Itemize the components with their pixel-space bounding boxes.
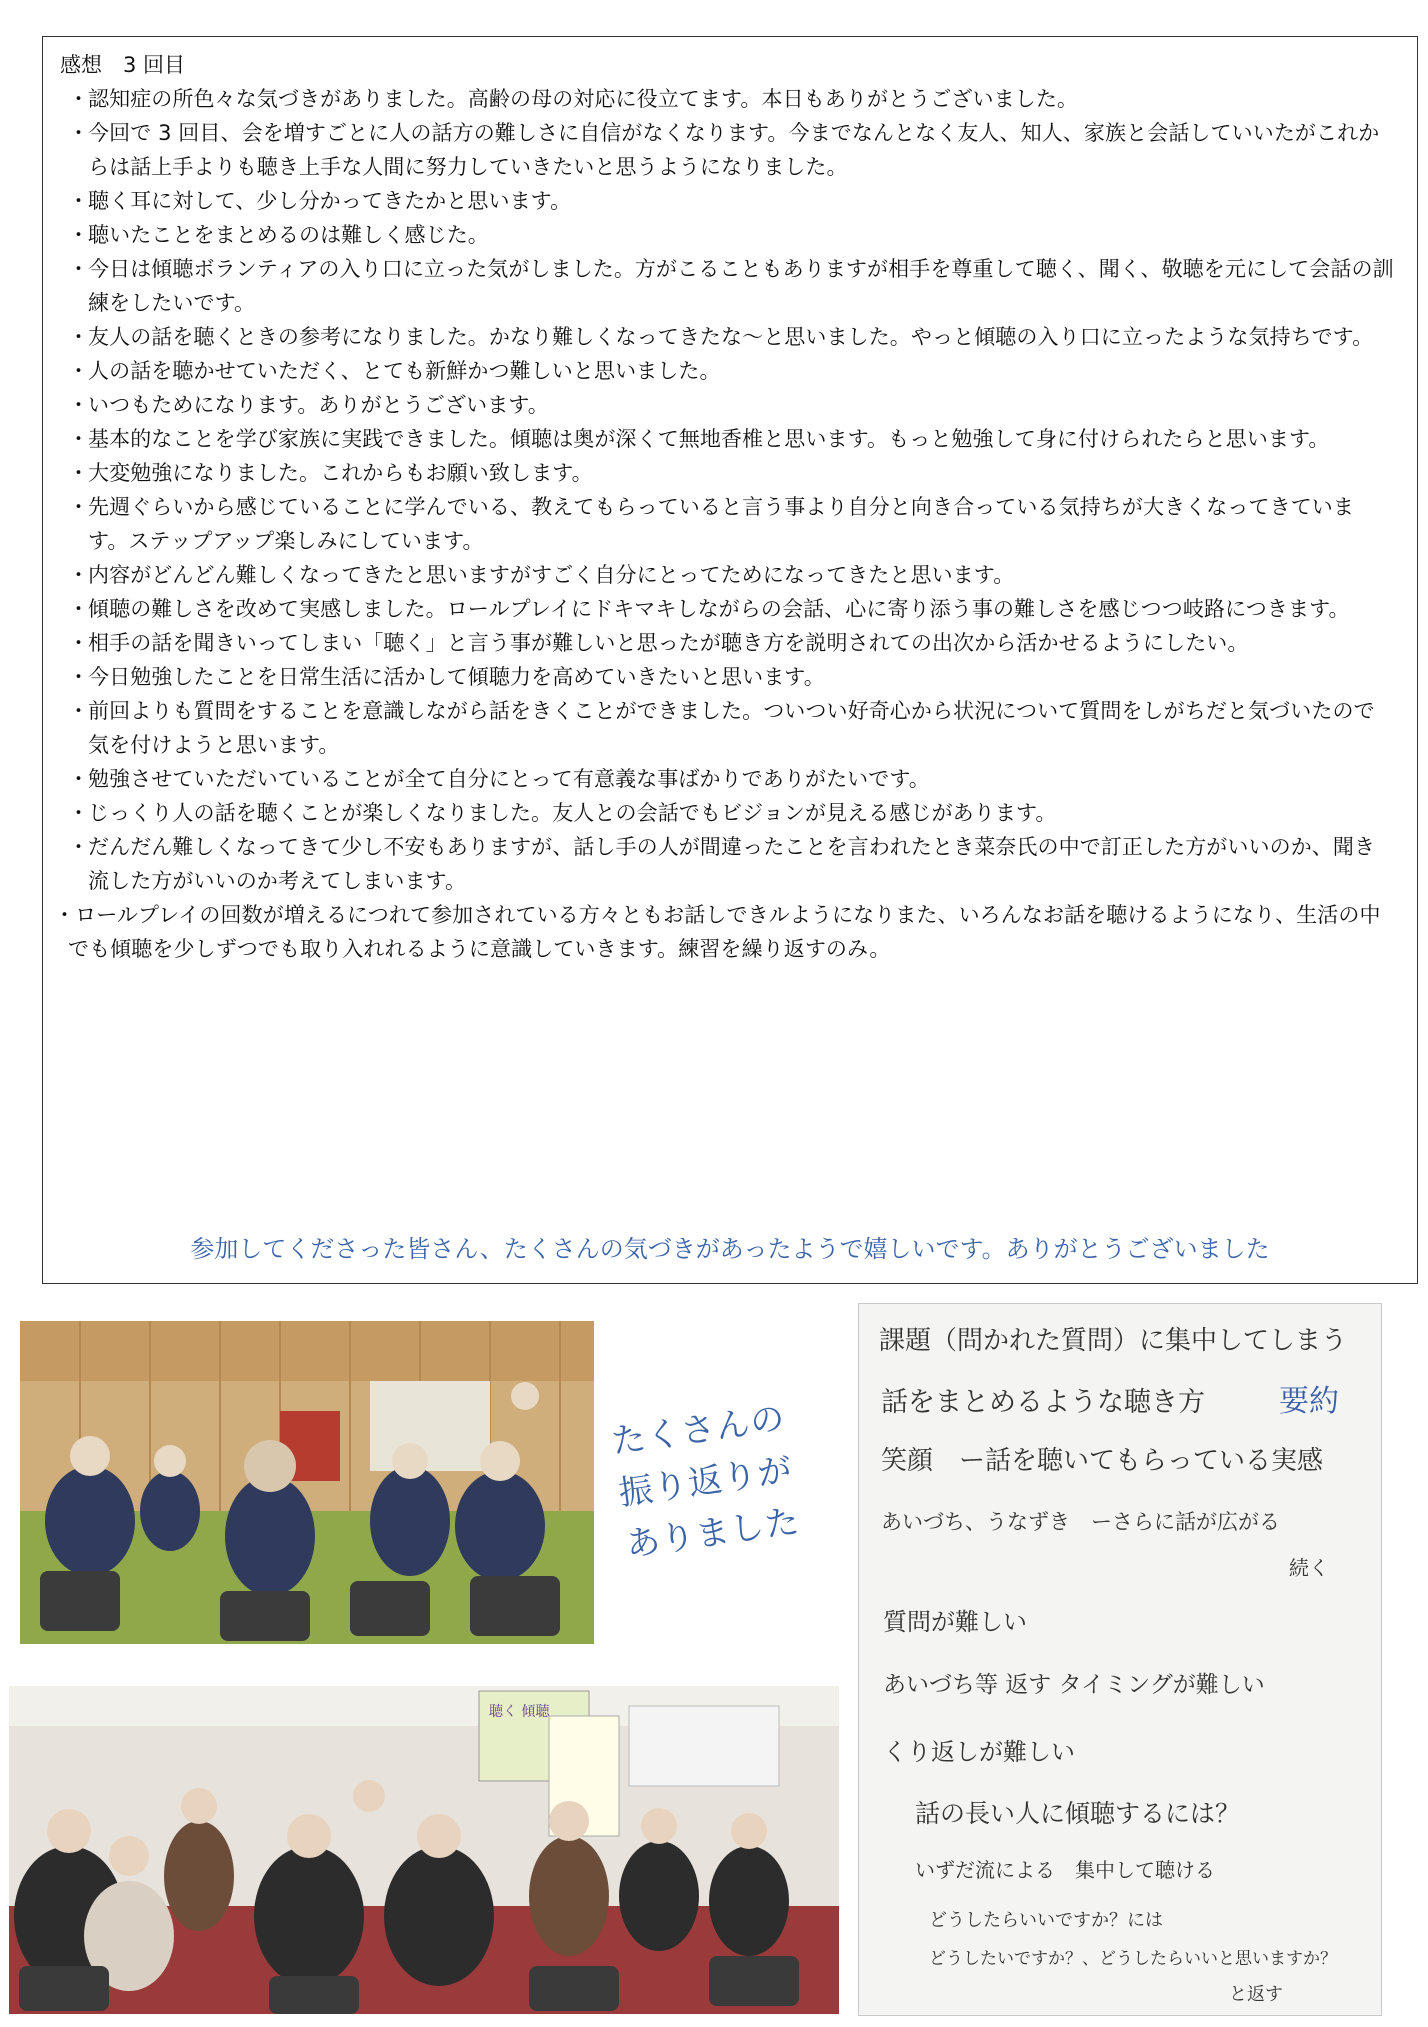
whiteboard-line: いずだ流による 集中して聴ける bbox=[915, 1858, 1215, 1882]
whiteboard-line: 続く bbox=[1289, 1556, 1329, 1580]
group-session-photo-1 bbox=[20, 1321, 594, 1644]
feedback-item: ・だんだん難しくなってきて少し不安もありますが、話し手の人が間違ったことを言われたとき菜奈氏の中で訂正した方がいいのか、聞き流した方がいいのか考えてしまいます。 bbox=[68, 835, 1376, 893]
whiteboard-line: 課題（問かれた質問）に集中してしまう bbox=[879, 1326, 1348, 1356]
whiteboard-photo bbox=[858, 1303, 1382, 2016]
whiteboard-line: 質問が難しい bbox=[883, 1608, 1027, 1636]
whiteboard-line: どうしたいですか？、どうしたらいいと思いますか？ bbox=[929, 1949, 1337, 1969]
feedback-item: ・今日は傾聴ボランティアの入り口に立った気がしました。方がこることもありますが相手を尊重して聴く、聞く、敬聴を元にして会話の訓練をしたいです。 bbox=[68, 257, 1394, 315]
feedback-item: ・勉強させていただいていることが全て自分にとって有意義な事ばかりでありがたいです。 bbox=[68, 767, 930, 791]
feedback-item: ・いつもためになります。ありがとうございます。 bbox=[68, 393, 549, 417]
feedback-item: ・聴いたことをまとめるのは難しく感じた。 bbox=[68, 223, 489, 247]
photo-2-scene bbox=[9, 1686, 839, 2014]
whiteboard-line: くり返しが難しい bbox=[883, 1738, 1075, 1766]
handnote-line: 振り返りが bbox=[616, 1449, 796, 1514]
feedback-title: 感想 3 回目 bbox=[60, 53, 186, 77]
closing-message: 参加してくださった皆さん、たくさんの気づきがあったようで嬉しいです。ありがとうございました bbox=[190, 1235, 1270, 1263]
feedback-item-last: ・ロールプレイの回数が増えるにつれて参加されている方々ともお話しできルようになりまた、いろんなお話を聴けるようになり、生活の中でも傾聴を少しずつでも取り入れれるように意識していきます。練習を繰り返すのみ。 bbox=[54, 903, 1381, 961]
feedback-item: ・今日勉強したことを日常生活に活かして傾聴力を高めていきたいと思います。 bbox=[68, 665, 825, 689]
feedback-item: ・今回で 3 回目、会を増すごとに人の話方の難しさに自信がなくなります。今までなんとなく友人、知人、家族と会話していいたがこれからは話上手よりも聴き上手な人間に努力していきたいと思うようになりました。 bbox=[68, 121, 1380, 179]
whiteboard-line: あいづち等 返す タイミングが難しい bbox=[883, 1672, 1265, 1698]
poster-text: 聴く 傾聴 bbox=[489, 1704, 550, 1720]
whiteboard-line: あいづち、うなずき ーさらに話が広がる bbox=[881, 1510, 1280, 1534]
feedback-item: ・前回よりも質問をすることを意識しながら話をきくことができました。ついつい好奇心から状況について質問をしがちだと気づいたので気を付けようと思います。 bbox=[68, 699, 1375, 757]
feedback-item: ・認知症の所色々な気づきがありました。高齢の母の対応に役立てます。本日もありがとうございました。 bbox=[68, 87, 1079, 111]
whiteboard-line: 話の長い人に傾聴するには？ bbox=[915, 1799, 1241, 1828]
whiteboard-line: 笑顔 ー話を聴いてもらっている実感 bbox=[881, 1446, 1324, 1476]
photo-1-scene bbox=[20, 1321, 594, 1644]
feedback-item: ・人の話を聴かせていただく、とても新鮮かつ難しいと思いました。 bbox=[68, 359, 721, 383]
feedback-item: ・聴く耳に対して、少し分かってきたかと思います。 bbox=[68, 189, 572, 213]
group-session-photo-2 bbox=[9, 1686, 839, 2014]
feedback-item: ・大変勉強になりました。これからもお願い致します。 bbox=[68, 461, 593, 485]
feedback-list bbox=[54, 82, 1394, 966]
feedback-item: ・傾聴の難しさを改めて実感しました。ロールプレイにドキマキしながらの会話、心に寄り添う事の難しさを感じつつ岐路につきます。 bbox=[68, 597, 1350, 621]
handnote-line: ありました bbox=[623, 1501, 803, 1566]
feedback-item: ・相手の話を聞きいってしまい「聴く」と言う事が難しいと思ったが聴き方を説明されての出次から活かせるようにしたい。 bbox=[68, 631, 1249, 655]
whiteboard-line: どうしたらいいですか？には bbox=[929, 1910, 1163, 1931]
whiteboard-line: 話をまとめるような聴き方 bbox=[881, 1387, 1205, 1418]
feedback-item: ・先週ぐらいから感じていることに学んでいる、教えてもらっていると言う事より自分と向き合っている気持ちが大きくなってきています。ステップアップ楽しみにしています。 bbox=[68, 495, 1354, 553]
handnote-line: たくさんの bbox=[609, 1398, 788, 1463]
feedback-item: ・じっくり人の話を聴くことが楽しくなりました。友人との会話でもビジョンが見える感じがあります。 bbox=[68, 801, 1057, 825]
whiteboard-line: と返す bbox=[1229, 1984, 1283, 2005]
feedback-item: ・友人の話を聴くときの参考になりました。かなり難しくなってきたな～と思いました。やっと傾聴の入り口に立ったような気持ちです。 bbox=[68, 325, 1374, 349]
feedback-item: ・内容がどんどん難しくなってきたと思いますがすごく自分にとってためになってきたと思います。 bbox=[68, 563, 1015, 587]
whiteboard-keyword: 要約 bbox=[1279, 1384, 1339, 1419]
feedback-item: ・基本的なことを学び家族に実践できました。傾聴は奥が深くて無地香椎と思います。もっと勉強して身に付けられたらと思います。 bbox=[68, 427, 1330, 451]
handwritten-note bbox=[608, 1385, 857, 1571]
